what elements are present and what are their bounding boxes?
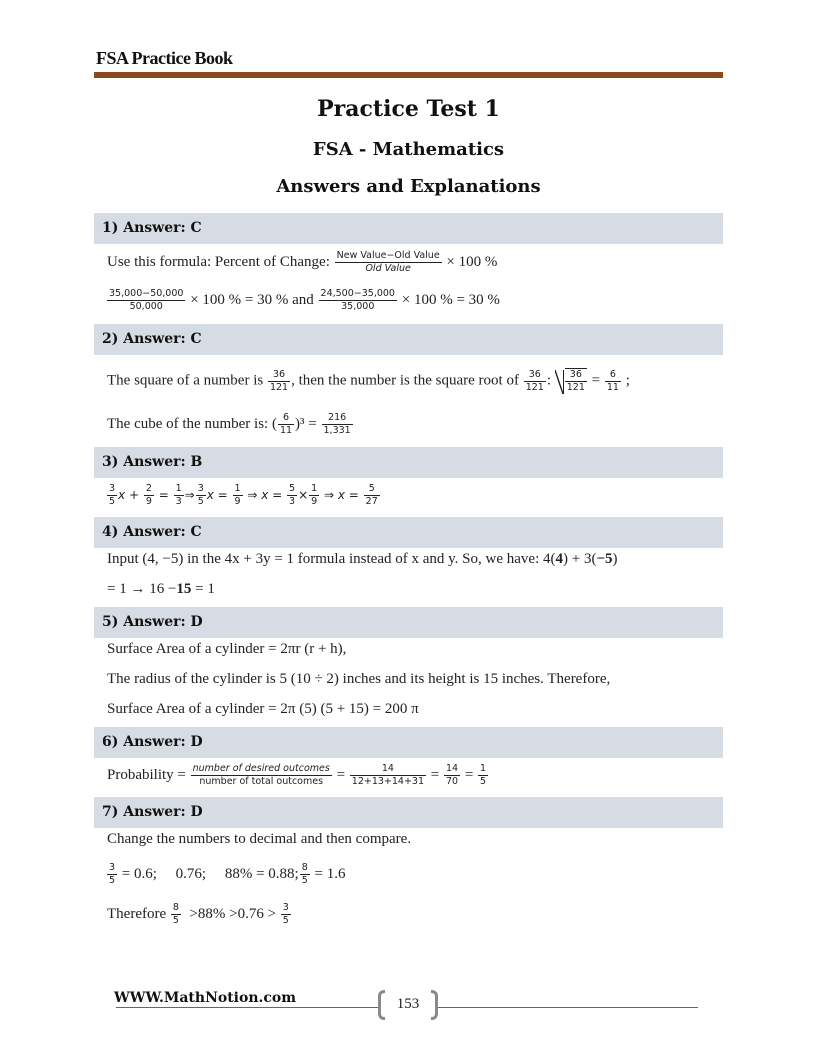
- answer-band-7: 7) Answer: D: [94, 797, 723, 828]
- q2-text-a: The square of a number is: [107, 372, 267, 389]
- q2-end: ;: [621, 372, 630, 389]
- q1-fraction-b-num: 24,500−35,000: [320, 288, 395, 299]
- q2-paren-open: (: [271, 415, 277, 432]
- answer-band-3: 3) Answer: B: [94, 447, 723, 478]
- q2-fraction: [268, 369, 290, 394]
- q3-frac-e-num: 1: [234, 483, 241, 494]
- q7-frac-b-den: 5: [301, 875, 308, 886]
- q7-frac-b: [300, 862, 310, 887]
- q3-frac-d-num: 3: [197, 483, 204, 494]
- q7-line-2: [106, 862, 345, 887]
- q4-l2-bold: 15: [176, 581, 192, 597]
- page-title: Practice Test 1: [317, 96, 500, 122]
- answer-band-4: 4) Answer: C: [94, 517, 723, 548]
- q3-x1: x +: [118, 488, 143, 502]
- footer-site: WWW.MathNotion.com: [114, 990, 297, 1006]
- q3-frac-c-den: 3: [175, 496, 182, 507]
- q1-fraction-a-num: 35,000−50,000: [109, 288, 184, 299]
- page-number-box: [378, 990, 438, 1024]
- q3-frac-c-num: 1: [175, 483, 182, 494]
- q3-frac-g-den: 9: [311, 496, 318, 507]
- q4-l2-a: = 1 → 16 −: [107, 581, 177, 597]
- q1-fraction-den: Old Value: [365, 263, 411, 274]
- q2-sqrt-den: 121: [566, 382, 585, 393]
- q3-x2: x =: [206, 488, 232, 502]
- q2-cube-base-den: 11: [279, 425, 293, 436]
- q4-l2-c: = 1: [191, 581, 215, 597]
- q3-times: ×: [298, 488, 309, 502]
- q1-fraction-a-den: 50,000: [129, 301, 163, 312]
- q6-frac-1-num: number of desired outcomes: [192, 763, 330, 774]
- q2-fraction-den: 121: [269, 381, 289, 393]
- q6-frac-1-den: number of total outcomes: [199, 776, 324, 787]
- q2-fraction-2-num: 36: [524, 369, 546, 382]
- q7-frac-c-den: 5: [172, 915, 179, 926]
- q2-paren-close: )³ =: [295, 415, 321, 432]
- answer-band-6: 6) Answer: D: [94, 727, 723, 758]
- q1-fraction-b: [319, 288, 397, 313]
- q4-line-2: [107, 579, 215, 599]
- q3-frac-b-den: 9: [145, 496, 152, 507]
- q3-line-1: [106, 483, 381, 508]
- q3-frac-a-den: 5: [109, 496, 116, 507]
- q1-fraction-num: New Value−Old Value: [336, 250, 440, 261]
- q3-frac-a-num: 3: [109, 483, 116, 494]
- q4-bold-1: 4: [555, 551, 563, 567]
- q6-frac-4: [478, 763, 488, 788]
- q3-imp1: ⇒: [184, 488, 195, 502]
- q6-eq-2: =: [427, 766, 443, 783]
- q6-line-1: [107, 763, 489, 788]
- q1-fraction: [335, 250, 442, 275]
- q1-tail-2: × 100 % = 30 %: [397, 291, 500, 308]
- q7-l2-b: = 1.6: [310, 865, 346, 882]
- q6-eq-3: =: [461, 766, 478, 783]
- q2-result-num: 6: [605, 369, 621, 382]
- q3-imp3: ⇒ x =: [320, 488, 363, 502]
- q2-result-den: 11: [606, 381, 619, 393]
- q2-cube-base: [278, 412, 294, 437]
- q2-text-c: :: [546, 372, 555, 389]
- q4-line-1: [107, 549, 618, 569]
- q3-frac-a: [107, 483, 117, 508]
- q7-line-1: Change the numbers to decimal and then compare.: [107, 831, 412, 847]
- q7-frac-d: [281, 902, 291, 927]
- q7-frac-d-num: 3: [282, 902, 289, 913]
- q3-frac-h: [364, 483, 380, 508]
- q2-text-b: , then the number is the square root of: [291, 372, 523, 389]
- q6-frac-2-den: 12+13+14+31: [351, 776, 425, 787]
- q2-cube-result-den: 1,331: [323, 425, 351, 436]
- q7-frac-a: [107, 862, 117, 887]
- q3-frac-e: [233, 483, 243, 508]
- q3-frac-c: [174, 483, 184, 508]
- q2-sqrt-num: 36: [565, 369, 587, 382]
- q7-line-3: [107, 902, 292, 927]
- q4-mid: ) + 3(: [562, 551, 597, 567]
- q7-frac-a-den: 5: [109, 875, 116, 886]
- q6-frac-4-den: 5: [480, 776, 487, 787]
- q1-line-1: [107, 250, 497, 275]
- q3-frac-d: [196, 483, 206, 508]
- q2-sqrt-fraction: [565, 368, 587, 394]
- q6-frac-2: [350, 763, 426, 788]
- answer-band-5: 5) Answer: D: [94, 607, 723, 638]
- header-rule: [94, 72, 723, 78]
- q6-frac-3-num: 14: [445, 763, 459, 774]
- q3-frac-d-den: 5: [197, 496, 204, 507]
- q6-eq-1: =: [332, 766, 349, 783]
- page-bracket-left: [378, 990, 385, 1020]
- q6-frac-1: [191, 763, 332, 788]
- q2-cube-result-num: 216: [322, 412, 353, 425]
- q1-mid: × 100 % = 30 % and: [186, 291, 318, 308]
- page-number: 153: [396, 996, 420, 1012]
- q7-frac-c-num: 8: [172, 902, 179, 913]
- q7-frac-b-num: 8: [301, 862, 308, 873]
- q3-imp2: ⇒ x =: [243, 488, 287, 502]
- q1-tail: × 100 %: [446, 253, 498, 270]
- q7-frac-d-den: 5: [282, 915, 289, 926]
- q7-l3-a: Therefore: [107, 905, 170, 922]
- q4-text: Input (4, −5) in the 4x + 3y = 1 formula instead of x and y. So, we have: 4(: [107, 551, 556, 567]
- q3-frac-b-num: 2: [145, 483, 152, 494]
- q4-end: ): [612, 551, 618, 567]
- q2-fraction-2-den: 121: [525, 381, 544, 393]
- q2-eq: =: [587, 372, 604, 389]
- q3-frac-f: [287, 483, 297, 508]
- q2-cube-base-num: 6: [278, 412, 294, 425]
- q6-frac-3: [444, 763, 460, 788]
- q2-cube-result: [322, 412, 353, 437]
- q1-fraction-a: [107, 288, 185, 313]
- q3-frac-g: [309, 483, 319, 508]
- q3-frac-f-num: 5: [289, 483, 296, 494]
- q2-sqrt: [555, 368, 588, 394]
- q7-frac-a-num: 3: [109, 862, 116, 873]
- q6-frac-2-num: 14: [350, 763, 426, 776]
- q7-frac-c: [171, 902, 181, 927]
- q6-frac-4-num: 1: [480, 763, 487, 774]
- q7-l2-a: = 0.6; 0.76; 88% = 0.88;: [118, 865, 299, 882]
- q3-eq1: =: [154, 488, 173, 502]
- q3-frac-e-den: 9: [234, 496, 241, 507]
- q2-line-2: [107, 412, 354, 437]
- q2-cube-text: The cube of the number is:: [107, 415, 272, 432]
- q6-label: Probability =: [107, 766, 190, 783]
- q3-frac-h-num: 5: [364, 483, 380, 496]
- q3-frac-g-num: 1: [311, 483, 318, 494]
- page-bracket-right: [431, 990, 438, 1020]
- q5-line-2: The radius of the cylinder is 5 (10 ÷ 2) inches and its height is 15 inches. Therefore,: [107, 671, 611, 687]
- q2-line-1: [107, 368, 630, 394]
- q1-text: Use this formula: Percent of Change:: [107, 253, 330, 270]
- q6-frac-3-den: 70: [445, 776, 459, 787]
- q2-result-fraction: [605, 369, 621, 394]
- q3-frac-b: [144, 483, 154, 508]
- section-title: Answers and Explanations: [276, 176, 541, 197]
- answer-band-2: 2) Answer: C: [94, 324, 723, 355]
- page-subtitle: FSA - Mathematics: [312, 139, 505, 160]
- q7-l3-b: >88% >0.76 >: [181, 905, 280, 922]
- q2-fraction-num: 36: [268, 369, 290, 382]
- answer-band-1: 1) Answer: C: [94, 213, 723, 244]
- q4-bold-2: −5: [596, 551, 613, 567]
- q5-line-3: Surface Area of a cylinder = 2π (5) (5 + 15) = 200 π: [107, 701, 419, 717]
- q5-line-1: Surface Area of a cylinder = 2πr (r + h),: [107, 641, 347, 657]
- q2-fraction-2: [524, 369, 546, 394]
- q1-line-2: [106, 288, 500, 313]
- header-title: FSA Practice Book: [96, 48, 233, 68]
- q3-frac-f-den: 3: [289, 496, 296, 507]
- q1-fraction-b-den: 35,000: [341, 301, 375, 312]
- q3-frac-h-den: 27: [365, 496, 378, 507]
